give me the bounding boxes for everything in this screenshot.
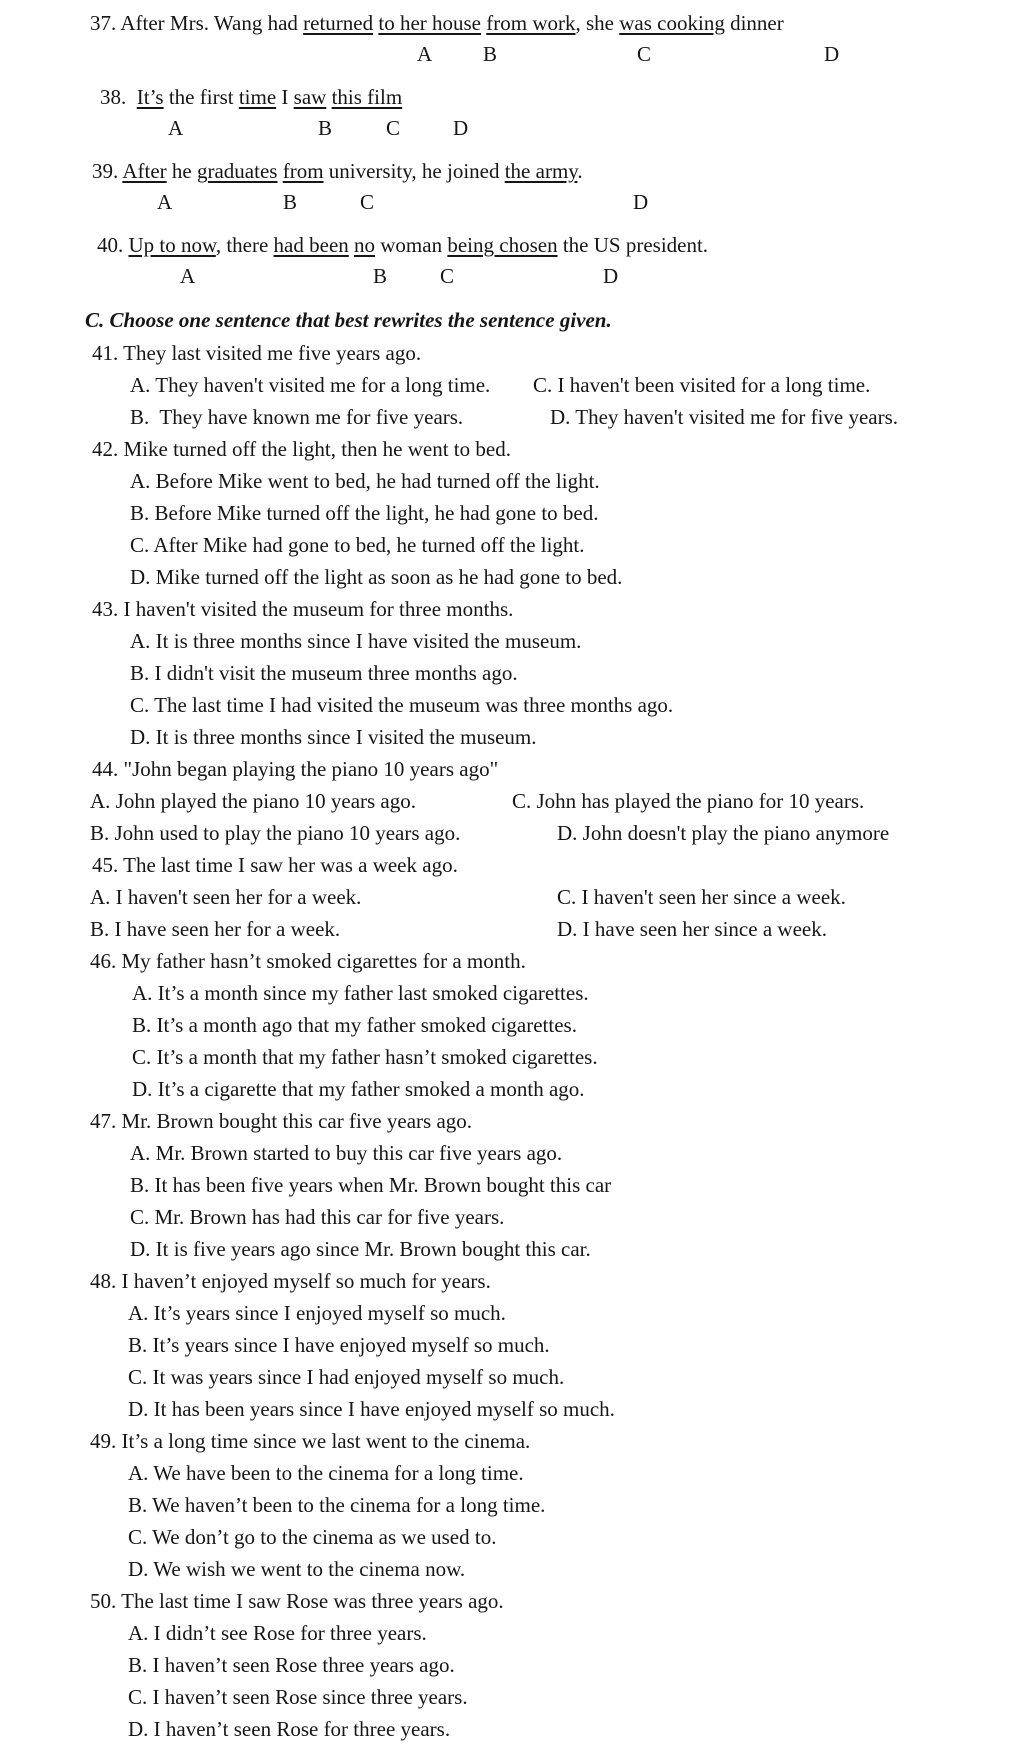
choice-letter-c: C: [637, 42, 652, 66]
option-44-b: B. John used to play the piano 10 years ago.: [90, 821, 461, 845]
question-50-stem: 50. The last time I saw Rose was three years ago.: [90, 1589, 504, 1613]
underlined-phrase: returned: [303, 11, 374, 35]
choice-letter-a: A: [157, 190, 173, 214]
option-49-c: C. We don’t go to the cinema as we used to.: [128, 1525, 497, 1549]
text-segment: the US president.: [557, 233, 709, 257]
question-40-choice-letters: [0, 261, 1024, 292]
option-44-a: A. John played the piano 10 years ago.: [90, 789, 417, 813]
option-49-a: A. We have been to the cinema for a long time.: [128, 1461, 524, 1485]
choice-letter-c: C: [360, 190, 375, 214]
question-45-option-row: [0, 913, 1024, 945]
option-48-c: C. It was years since I had enjoyed myself so much.: [128, 1365, 565, 1389]
underlined-phrase: to her house: [378, 11, 482, 35]
question-39-text: [0, 156, 1024, 187]
option-46-c: C. It’s a month that my father hasn’t smoked cigarettes.: [132, 1045, 598, 1069]
question-40-text: [0, 230, 1024, 261]
question-49-stem: 49. It’s a long time since we last went to the cinema.: [90, 1429, 531, 1453]
choice-letter-b: B: [283, 190, 298, 214]
underlined-phrase: It’s: [136, 85, 164, 109]
text-segment: woman: [375, 233, 448, 257]
underlined-phrase: this film: [331, 85, 403, 109]
choice-letter-a: A: [168, 116, 184, 140]
question-number: 39.: [92, 159, 123, 183]
option-50-a: A. I didn’t see Rose for three years.: [128, 1621, 427, 1645]
option-41-c: C. I haven't been visited for a long time.: [533, 373, 871, 397]
question-47-stem: 47. Mr. Brown bought this car five years ago.: [90, 1109, 473, 1133]
question-41-option-row: [0, 401, 1024, 433]
option-50-d: D. I haven’t seen Rose for three years.: [128, 1717, 451, 1741]
option-48-a: A. It’s years since I enjoyed myself so much.: [128, 1301, 506, 1325]
question-41-stem: 41. They last visited me five years ago.: [92, 341, 422, 365]
error-questions: [0, 8, 1024, 292]
question-37-text: [0, 8, 1024, 39]
question-44-stem: 44. "John began playing the piano 10 years ago": [92, 757, 499, 781]
section-c-header: C. Choose one sentence that best rewrites the sentence given.: [85, 308, 612, 332]
option-42-b: B. Before Mike turned off the light, he had gone to bed.: [130, 501, 599, 525]
text-segment: the first: [163, 85, 239, 109]
choice-letter-a: A: [180, 264, 196, 288]
question-45-stem: 45. The last time I saw her was a week ago.: [92, 853, 458, 877]
underlined-phrase: saw: [293, 85, 327, 109]
option-49-d: D. We wish we went to the cinema now.: [128, 1557, 466, 1581]
choice-letter-b: B: [318, 116, 333, 140]
underlined-phrase: from: [282, 159, 324, 183]
underlined-phrase: Up to now: [128, 233, 216, 257]
option-42-d: D. Mike turned off the light as soon as he had gone to bed.: [130, 565, 623, 589]
underlined-phrase: was cooking: [619, 11, 725, 35]
choice-letter-a: A: [417, 42, 433, 66]
option-49-b: B. We haven’t been to the cinema for a long time.: [128, 1493, 546, 1517]
option-43-b: B. I didn't visit the museum three months ago.: [130, 661, 518, 685]
option-45-b: B. I have seen her for a week.: [90, 917, 341, 941]
underlined-phrase: graduates: [196, 159, 278, 183]
option-46-d: D. It’s a cigarette that my father smoked a month ago.: [132, 1077, 585, 1101]
text-segment: After Mrs. Wang had: [120, 11, 304, 35]
question-43-stem: 43. I haven't visited the museum for three months.: [92, 597, 514, 621]
option-42-a: A. Before Mike went to bed, he had turned off the light.: [130, 469, 600, 493]
option-45-c: C. I haven't seen her since a week.: [557, 885, 846, 909]
option-44-d: D. John doesn't play the piano anymore: [557, 821, 890, 845]
option-43-a: A. It is three months since I have visited the museum.: [130, 629, 582, 653]
option-45-d: D. I have seen her since a week.: [557, 917, 827, 941]
underlined-phrase: the army: [504, 159, 578, 183]
rewrite-questions: [0, 337, 1024, 1745]
underlined-phrase: had been: [273, 233, 349, 257]
underlined-phrase: no: [354, 233, 376, 257]
option-43-c: C. The last time I had visited the museum was three months ago.: [130, 693, 674, 717]
option-44-c: C. John has played the piano for 10 years.: [512, 789, 865, 813]
question-38-text: [0, 82, 1024, 113]
option-48-d: D. It has been years since I have enjoyed myself so much.: [128, 1397, 615, 1421]
question-number: 40.: [97, 233, 129, 257]
question-44-option-row: [0, 817, 1024, 849]
underlined-phrase: being chosen: [447, 233, 558, 257]
question-number: 38.: [100, 85, 132, 109]
question-45-option-row: [0, 881, 1024, 913]
question-39-choice-letters: [0, 187, 1024, 218]
text-segment: university, he joined: [323, 159, 505, 183]
question-48-stem: 48. I haven’t enjoyed myself so much for years.: [90, 1269, 491, 1293]
question-42-stem: 42. Mike turned off the light, then he went to bed.: [92, 437, 511, 461]
question-38-choice-letters: [0, 113, 1024, 144]
choice-letter-b: B: [483, 42, 498, 66]
question-37-choice-letters: [0, 39, 1024, 70]
choice-letter-b: B: [373, 264, 388, 288]
choice-letter-d: D: [824, 42, 840, 66]
option-46-a: A. It’s a month since my father last smoked cigarettes.: [132, 981, 589, 1005]
underlined-phrase: time: [238, 85, 277, 109]
option-48-b: B. It’s years since I have enjoyed myself so much.: [128, 1333, 550, 1357]
question-number: 37.: [90, 11, 121, 35]
option-41-a: A. They haven't visited me for a long time.: [130, 373, 491, 397]
option-47-a: A. Mr. Brown started to buy this car five years ago.: [130, 1141, 563, 1165]
text-segment: I: [276, 85, 294, 109]
text-segment: , she: [575, 11, 620, 35]
option-41-b: B. They have known me for five years.: [130, 405, 464, 429]
choice-letter-d: D: [453, 116, 469, 140]
option-46-b: B. It’s a month ago that my father smoked cigarettes.: [132, 1013, 577, 1037]
text-segment: he: [166, 159, 197, 183]
text-segment: dinner: [724, 11, 784, 35]
choice-letter-c: C: [440, 264, 455, 288]
question-46-stem: 46. My father hasn’t smoked cigarettes for a month.: [90, 949, 526, 973]
option-41-d: D. They haven't visited me for five years.: [550, 405, 899, 429]
choice-letter-d: D: [603, 264, 619, 288]
option-42-c: C. After Mike had gone to bed, he turned off the light.: [130, 533, 585, 557]
underlined-phrase: After: [122, 159, 167, 183]
choice-letter-d: D: [633, 190, 649, 214]
question-41-option-row: [0, 369, 1024, 401]
option-45-a: A. I haven't seen her for a week.: [90, 885, 362, 909]
option-47-d: D. It is five years ago since Mr. Brown bought this car.: [130, 1237, 591, 1261]
question-44-option-row: [0, 785, 1024, 817]
option-47-b: B. It has been five years when Mr. Brown bought this car: [130, 1173, 612, 1197]
option-50-c: C. I haven’t seen Rose since three years.: [128, 1685, 468, 1709]
option-47-c: C. Mr. Brown has had this car for five years.: [130, 1205, 505, 1229]
choice-letter-c: C: [386, 116, 401, 140]
text-segment: , there: [215, 233, 274, 257]
underlined-phrase: from work: [486, 11, 576, 35]
text-segment: .: [577, 159, 583, 183]
option-50-b: B. I haven’t seen Rose three years ago.: [128, 1653, 455, 1677]
option-43-d: D. It is three months since I visited the museum.: [130, 725, 537, 749]
